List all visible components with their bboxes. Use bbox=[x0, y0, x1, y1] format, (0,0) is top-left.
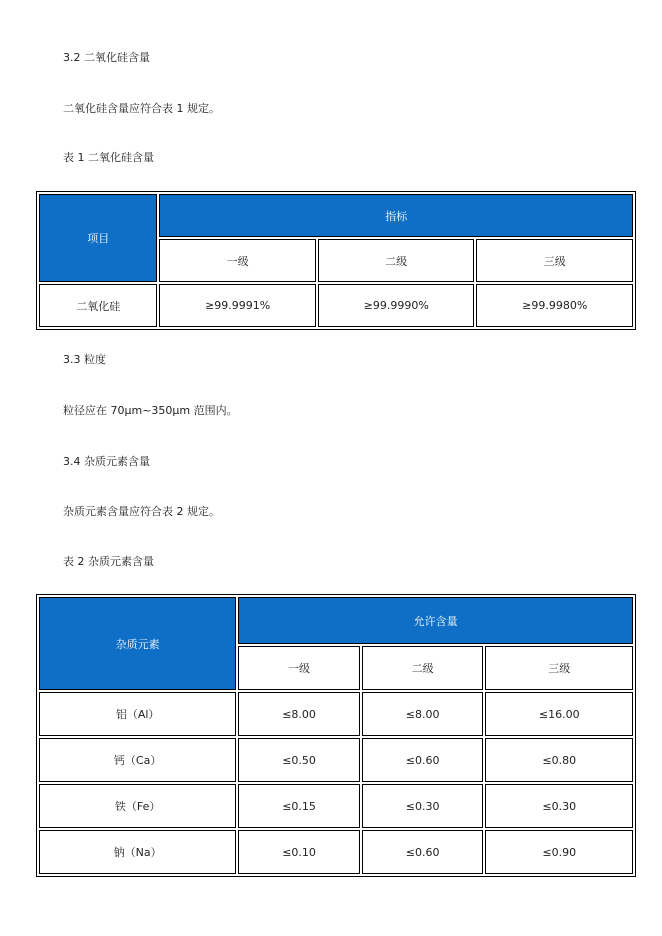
row-label: 钠（Na） bbox=[39, 830, 236, 874]
section-3-4-heading: 3.4 杂质元素含量 bbox=[63, 455, 150, 468]
header-index: 指标 bbox=[159, 194, 633, 237]
section-3-2-heading: 3.2 二氧化硅含量 bbox=[63, 51, 150, 64]
table-header-row bbox=[39, 194, 633, 237]
section-3-3-text: 粒径应在 70μm~350μm 范围内。 bbox=[63, 404, 238, 417]
table-row bbox=[39, 284, 633, 327]
header-item: 项目 bbox=[39, 194, 157, 282]
row-label: 铁（Fe） bbox=[39, 784, 236, 828]
value-cell: ≤8.00 bbox=[238, 692, 360, 736]
grade-cell: 二级 bbox=[318, 239, 475, 282]
table-row bbox=[39, 830, 633, 874]
value-cell: ≤0.50 bbox=[238, 738, 360, 782]
value-cell: ≤16.00 bbox=[485, 692, 633, 736]
row-label: 铝（Al） bbox=[39, 692, 236, 736]
grade-cell: 三级 bbox=[485, 646, 633, 690]
value-cell: ≤8.00 bbox=[362, 692, 484, 736]
value-cell: ≤0.30 bbox=[362, 784, 484, 828]
grade-cell: 一级 bbox=[238, 646, 360, 690]
table-1-caption: 表 1 二氧化硅含量 bbox=[63, 151, 154, 164]
value-cell: ≤0.60 bbox=[362, 738, 484, 782]
table-2-caption: 表 2 杂质元素含量 bbox=[63, 555, 154, 568]
impurity-content-table bbox=[36, 594, 636, 877]
row-label: 二氧化硅 bbox=[39, 284, 157, 327]
grade-cell: 三级 bbox=[476, 239, 633, 282]
value-cell: ≤0.10 bbox=[238, 830, 360, 874]
silica-content-table bbox=[36, 191, 636, 330]
value-cell: ≤0.60 bbox=[362, 830, 484, 874]
value-cell: ≤0.30 bbox=[485, 784, 633, 828]
value-cell: ≤0.80 bbox=[485, 738, 633, 782]
grade-cell: 一级 bbox=[159, 239, 316, 282]
section-3-2-text: 二氧化硅含量应符合表 1 规定。 bbox=[63, 102, 220, 115]
value-cell: ≤0.15 bbox=[238, 784, 360, 828]
value-cell: ≥99.9991% bbox=[159, 284, 316, 327]
grade-cell: 二级 bbox=[362, 646, 484, 690]
value-cell: ≥99.9980% bbox=[476, 284, 633, 327]
row-label: 钙（Ca） bbox=[39, 738, 236, 782]
value-cell: ≤0.90 bbox=[485, 830, 633, 874]
table-header-row bbox=[39, 597, 633, 644]
table-row bbox=[39, 784, 633, 828]
section-3-4-text: 杂质元素含量应符合表 2 规定。 bbox=[63, 505, 220, 518]
header-allowed: 允许含量 bbox=[238, 597, 633, 644]
value-cell: ≥99.9990% bbox=[318, 284, 475, 327]
table-row bbox=[39, 692, 633, 736]
header-element: 杂质元素 bbox=[39, 597, 236, 690]
section-3-3-heading: 3.3 粒度 bbox=[63, 353, 106, 366]
table-row bbox=[39, 738, 633, 782]
